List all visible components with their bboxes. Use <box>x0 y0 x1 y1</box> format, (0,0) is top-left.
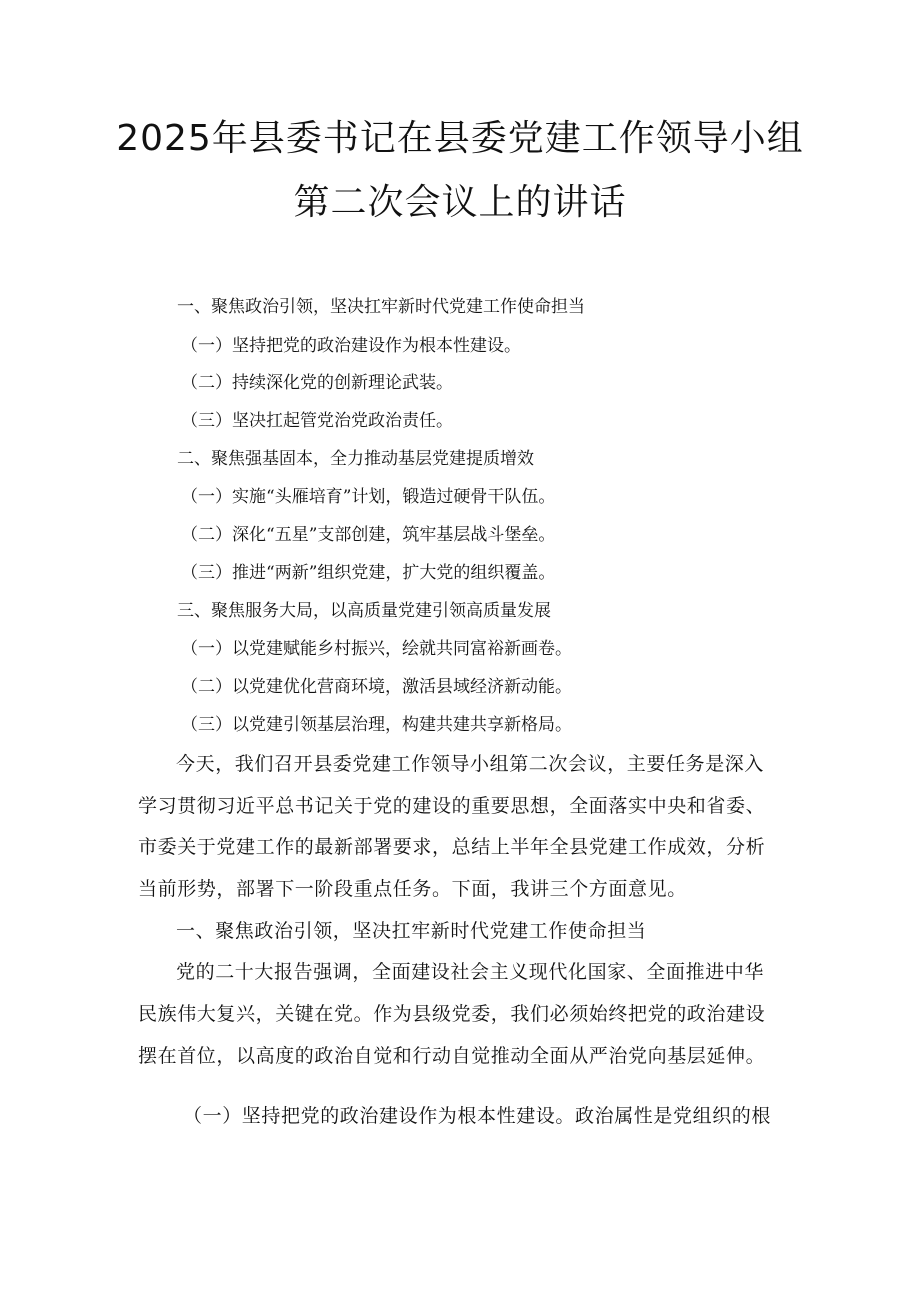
body-paragraph-line: 市委关于党建工作的最新部署要求，总结上半年全县党建工作成效，分析 <box>138 836 766 858</box>
outline-item: （三）坚决扛起管党治党政治责任。 <box>181 411 453 431</box>
body-paragraph-line: 党的二十大报告强调，全面建设社会主义现代化国家、全面推进中华 <box>176 961 765 983</box>
outline-item: （二）持续深化党的创新理论武装。 <box>181 373 453 393</box>
outline-item: （一）以党建赋能乡村振兴，绘就共同富裕新画卷。 <box>181 639 572 659</box>
body-paragraph-line: 摆在首位，以高度的政治自觉和行动自觉推动全面从严治党向基层延伸。 <box>138 1045 766 1067</box>
document-title-line-1: 2025年县委书记在县委党建工作领导小组 <box>116 118 804 159</box>
outline-item: 二、聚焦强基固本，全力推动基层党建提质增效 <box>177 449 534 469</box>
document-title-line-2: 第二次会议上的讲话 <box>293 182 627 223</box>
body-paragraph-line: 当前形势，部署下一阶段重点任务。下面，我讲三个方面意见。 <box>138 878 687 900</box>
outline-item: 一、聚焦政治引领，坚决扛牢新时代党建工作使命担当 <box>177 297 585 317</box>
subsection-heading: （一）坚持把党的政治建设作为根本性建设。政治属性是党组织的根 <box>183 1105 772 1127</box>
outline-item: （一）实施“头雁培育”计划，锻造过硬骨干队伍。 <box>181 487 556 507</box>
section-heading: 一、聚焦政治引领，坚决扛牢新时代党建工作使命担当 <box>176 920 647 942</box>
outline-item: 三、聚焦服务大局，以高质量党建引领高质量发展 <box>177 601 551 621</box>
outline-item: （三）以党建引领基层治理，构建共建共享新格局。 <box>181 715 572 735</box>
body-paragraph-line: 今天，我们召开县委党建工作领导小组第二次会议，主要任务是深入 <box>176 753 765 775</box>
outline-item: （一）坚持把党的政治建设作为根本性建设。 <box>181 336 521 356</box>
outline-item: （三）推进“两新”组织党建，扩大党的组织覆盖。 <box>181 563 556 583</box>
outline-item: （二）以党建优化营商环境，激活县域经济新动能。 <box>181 677 572 697</box>
body-paragraph-line: 民族伟大复兴，关键在党。作为县级党委，我们必须始终把党的政治建设 <box>138 1003 766 1025</box>
body-paragraph-line: 学习贯彻习近平总书记关于党的建设的重要思想，全面落实中央和省委、 <box>138 795 766 817</box>
outline-item: （二）深化“五星”支部创建，筑牢基层战斗堡垒。 <box>181 525 556 545</box>
